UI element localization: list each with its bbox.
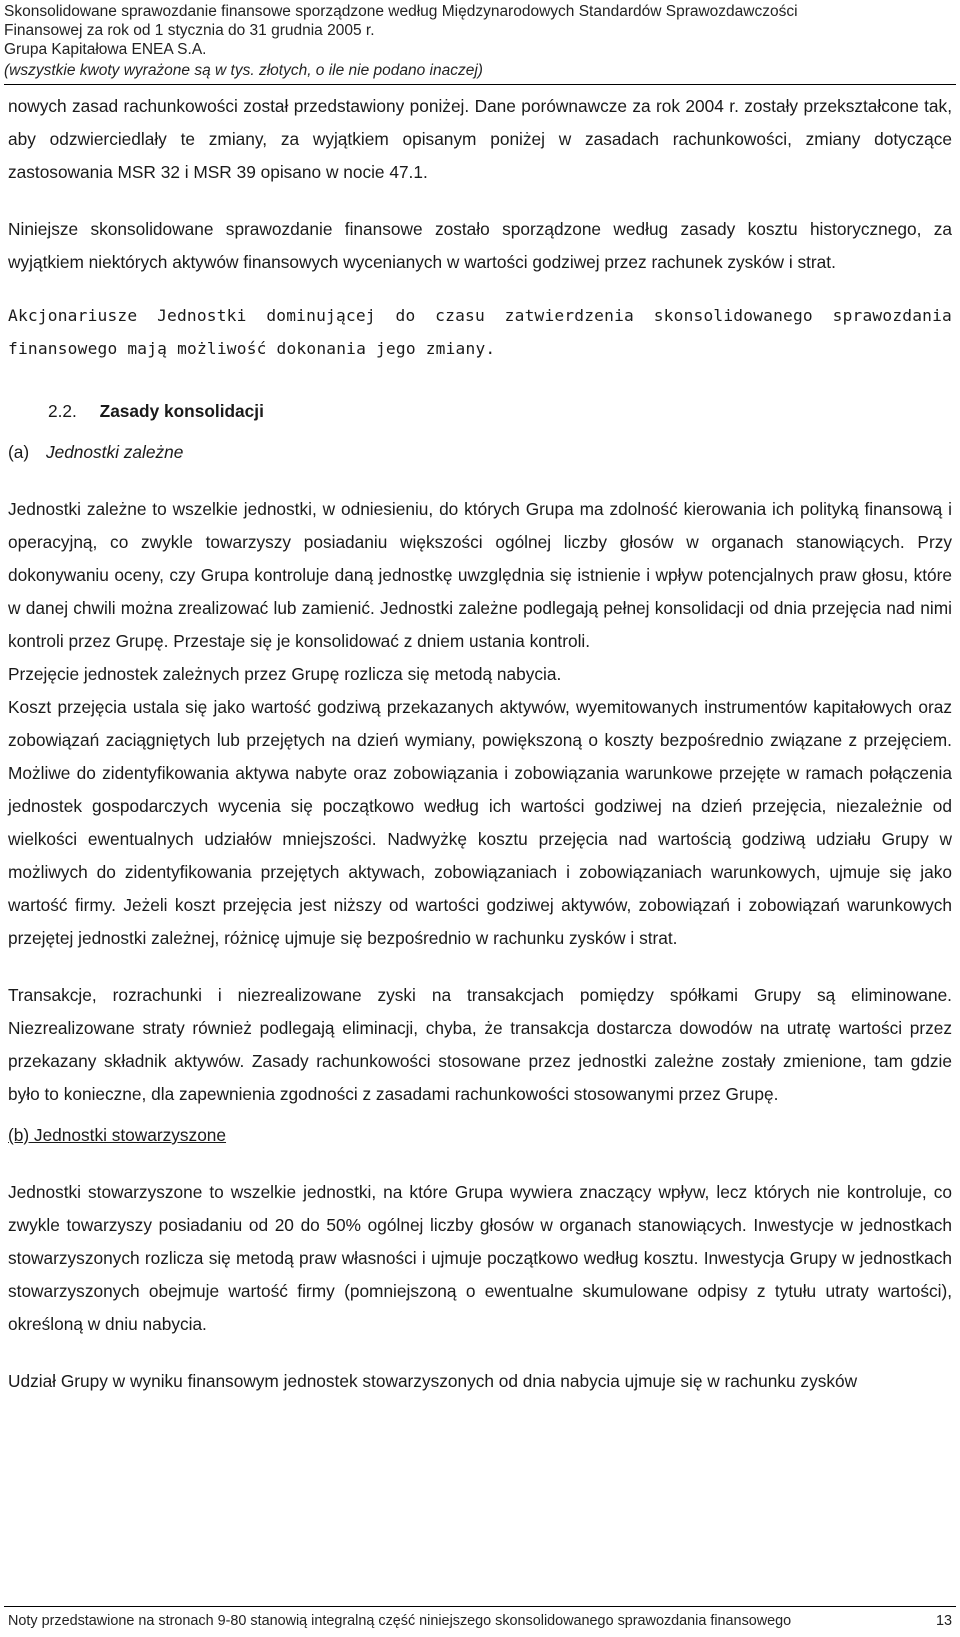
paragraph-associates-share: Udział Grupy w wyniku finansowym jednostek stowarzyszonych od dnia nabycia ujmuje się w rachunku zysków: [8, 1371, 858, 1391]
paragraph-associates-definition: Jednostki stowarzyszone to wszelkie jednostki, na które Grupa wywiera znaczący wpływ, lecz których nie kontroluje, co zwykle towarzyszy posiadaniu od 20 do 50% ogólnej liczby głosów w organach stanowiących. Inwestycje w jednostkach stowarzyszonych rozlicza się metodą praw własności i ujmuje początkowo według kosztu. Inwestycja Grupy w jednostkach stowarzyszonych obejmuje wartość firmy (pomniejszoną o ewentualne skumulowane odpisy z tytułu utraty wartości), określoną w dniu nabycia.: [8, 1182, 952, 1334]
footer-note: Noty przedstawione na stronach 9-80 stanowią integralną część niniejszego skonsolidowanego sprawozdania finansowego: [8, 1613, 792, 1629]
footer-divider: [4, 1606, 956, 1607]
paragraph-acquisition-cost: Koszt przejęcia ustala się jako wartość godziwą przekazanych aktywów, wyemitowanych instrumentów kapitałowych oraz zobowiązań zaciągniętych lub przejętych na dzień wymiany, powiększoną o koszty bezpośrednio związane z przejęciem. Możliwe do zidentyfikowania aktywa nabyte oraz zobowiązania i zobowiązania warunkowe przejęte w ramach połączenia jednostek gospodarczych wycenia się początkowo według ich wartości godziwej na dzień przejęcia, niezależnie od wielkości ewentualnych udziałów mniejszości. Nadwyżkę kosztu przejęcia nad wartością godziwą udziału Grupy w możliwych do zidentyfikowania przejętych aktywach, zobowiązaniach i zobowiązaniach warunkowych, ujmuje się jako wartość firmy. Jeżeli koszt przejęcia jest niższy od wartości godziwej aktywów, zobowiązań i zobowiązań warunkowych przejętej jednostki zależnej, różnicę ujmuje się bezpośrednio w rachunku zysków i strat.: [8, 697, 952, 948]
page-header: [0, 0, 960, 80]
page-number: 13: [935, 1613, 952, 1629]
paragraph-shareholders: Akcjonariusze Jednostki dominującej do czasu zatwierdzenia skonsolidowanego sprawozdania finansowego mają możliwość dokonania jego zmiany.: [8, 306, 952, 358]
document-body: [8, 86, 952, 1398]
header-company-line: Grupa Kapitałowa ENEA S.A.: [4, 41, 207, 58]
header-divider: [4, 84, 956, 85]
section-heading: [8, 395, 952, 428]
header-period-line: Finansowej za rok od 1 stycznia do 31 grudnia 2005 r.: [4, 22, 375, 39]
page-footer: [0, 1606, 960, 1637]
subsection-a-label: (a): [8, 442, 30, 462]
paragraph-accounting-changes: nowych zasad rachunkowości został przedstawiony poniżej. Dane porównawcze za rok 2004 r. zostały przekształcone tak, aby odzwierciedlały te zmiany, za wyjątkiem opisanym poniżej w zasadach rachunkowości, zmiany dotyczące zastosowania MSR 32 i MSR 39 opisano w nocie 47.1.: [8, 96, 952, 182]
paragraph-historical-cost: Niniejsze skonsolidowane sprawozdanie finansowe zostało sporządzone według zasady kosztu historycznego, za wyjątkiem niektórych aktywów finansowych wycenianych w wartości godziwej przez rachunek zysków i strat.: [8, 219, 952, 272]
paragraph-acquisition-method: Przejęcie jednostek zależnych przez Grupę rozlicza się metodą nabycia.: [8, 664, 562, 684]
subsection-a-title: Jednostki zależne: [45, 442, 184, 462]
section-title: Zasady konsolidacji: [99, 401, 264, 421]
paragraph-subsidiaries-definition: Jednostki zależne to wszelkie jednostki, w odniesieniu, do których Grupa ma zdolność kierowania ich polityką finansową i operacyjną, co zwykle towarzyszy posiadaniu większości ogólnej liczby głosów w organach stanowiących. Przy dokonywaniu oceny, czy Grupa kontroluje daną jednostkę uwzględnia się istnienie i wpływ potencjalnych praw głosu, które w danej chwili można zrealizować lub zamienić. Jednostki zależne podlegają pełnej konsolidacji od dnia przejęcia nad nimi kontroli przez Grupę. Przestaje się je konsolidować z dniem ustania kontroli.: [8, 499, 952, 651]
subsection-a-heading: [8, 436, 952, 469]
section-number: 2.2.: [48, 401, 77, 421]
header-title-line: Skonsolidowane sprawozdanie finansowe sporządzone według Międzynarodowych Standardów Sprawozdawczości: [4, 3, 798, 20]
header-amounts-note: (wszystkie kwoty wyrażone są w tys. złotych, o ile nie podano inaczej): [4, 62, 483, 79]
subsection-b-heading: (b) Jednostki stowarzyszone: [8, 1125, 227, 1145]
paragraph-intragroup-transactions: Transakcje, rozrachunki i niezrealizowane zyski na transakcjach pomiędzy spółkami Grupy są eliminowane. Niezrealizowane straty również podlegają eliminacji, chyba, że transakcja dostarcza dowodów na utratę wartości przez przekazany składnik aktywów. Zasady rachunkowości stosowane przez jednostki zależne zostały zmienione, tam gdzie było to konieczne, dla zapewnienia zgodności z zasadami rachunkowości stosowanymi przez Grupę.: [8, 985, 952, 1104]
